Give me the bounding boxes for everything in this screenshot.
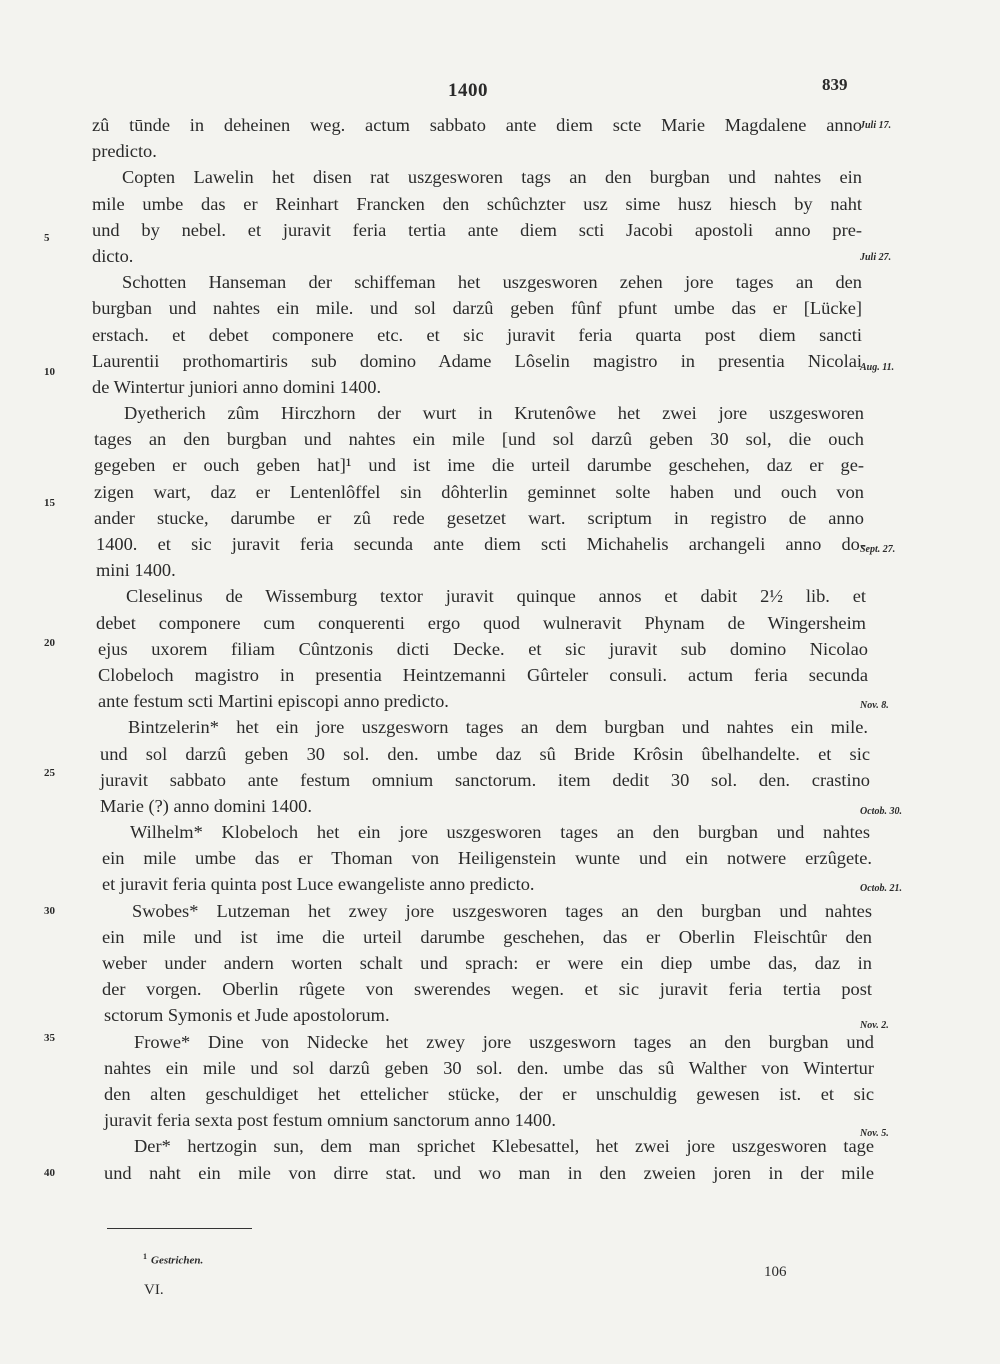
text-line: weber under andern worten schalt und sprach: er were ein diep umbe das, daz in — [102, 953, 872, 973]
margin-note-date: Sept. 27. — [860, 544, 896, 555]
text-line: und sol darzû geben 30 sol. den. umbe daz sû Bride Krôsin ûbelhandelte. et sic — [100, 743, 870, 764]
text-line: ejus uxorem filiam Cûntzonis dicti Decke. et sic juravit sub domino Nicolao — [98, 638, 868, 659]
line-number: 5 — [44, 232, 50, 244]
text-line: zigen wart, daz er Lentenlôffel sin dôhterlin geminnet solte haben und ouch von — [94, 481, 864, 502]
text-line: mini 1400. — [96, 560, 176, 581]
text-line: ein mile und ist ime die urteil darumbe geschehen, das er Oberlin Fleischtûr den — [102, 926, 872, 947]
line-number: 25 — [44, 767, 55, 779]
signature-mark: VI. — [144, 1282, 164, 1298]
text-line: et juravit feria quinta post Luce ewangeliste anno predicto. — [102, 874, 535, 895]
footnote-marker: 1 — [143, 1252, 147, 1261]
text-line: Der* hertzogin sun, dem man sprichet Klebesattel, het zwei jore uszgesworen tage — [134, 1136, 874, 1157]
margin-note-date: Juli 27. — [860, 252, 892, 263]
footnote-text: Gestrichen. — [151, 1254, 204, 1267]
text-line: Bintzelerin* het ein jore uszgesworn tages an dem burgban und nahtes ein mile. — [128, 717, 868, 738]
text-line: predicto. — [92, 141, 157, 162]
text-line: Schotten Hanseman der schiffeman het uszgesworen zehen jore tages an den — [122, 272, 862, 293]
line-number: 15 — [44, 497, 55, 509]
line-number: 10 — [44, 366, 55, 378]
text-line: 1400. et sic juravit feria secunda ante diem scti Michahelis archangeli anno do- — [96, 534, 866, 554]
text-line: Cleselinus de Wissemburg textor juravit quinque annos et dabit 2½ lib. et — [126, 586, 866, 607]
text-line: burgban und nahtes ein mile. und sol darzû geben fûnf pfunt umbe das er [Lücke] — [92, 298, 862, 319]
margin-note-date: Nov. 8. — [860, 700, 889, 711]
text-line: gegeben er ouch geben hat]¹ und ist ime die urteil darumbe geschehen, daz er ge- — [94, 455, 864, 476]
text-line: den alten geschuldiget het ettelicher stücke, der er unschuldig gewesen ist. et sic — [104, 1083, 874, 1104]
margin-note-date: Octob. 30. — [860, 806, 902, 817]
text-line: tages an den burgban und nahtes ein mile [und sol darzû geben 30 sol, die ouch — [94, 429, 864, 450]
line-number: 40 — [44, 1167, 55, 1179]
text-line: ante festum scti Martini episcopi anno predicto. — [98, 691, 449, 712]
text-line: dicto. — [92, 245, 134, 266]
running-header-year: 1400 — [448, 80, 488, 101]
text-line: Marie (?) anno domini 1400. — [100, 795, 312, 816]
text-line: juravit feria sexta post festum omnium sanctorum anno 1400. — [104, 1110, 557, 1131]
text-line: juravit sabbato ante festum omnium sanctorum. item dedit 30 sol. den. crastino — [100, 769, 870, 790]
page-number: 839 — [822, 75, 848, 94]
margin-note-date: Aug. 11. — [860, 362, 895, 373]
text-line: Dyetherich zûm Hirczhorn der wurt in Krutenôwe het zwei jore uszgesworen — [124, 403, 864, 424]
line-number: 30 — [44, 905, 55, 917]
footnote — [143, 1252, 203, 1267]
text-line: ander stucke, darumbe er zû rede gesetzet wart. scriptum in registro de anno — [94, 507, 864, 528]
text-line: Swobes* Lutzeman het zwey jore uszgesworen tages an den burgban und nahtes — [132, 900, 872, 921]
text-line: Clobeloch magistro in presentia Heintzemanni Gûrteler consuli. actum feria secunda — [98, 664, 868, 685]
text-line: ein mile umbe das er Thoman von Heiligenstein wunte und ein notwere erzûgete. — [102, 848, 872, 869]
text-line: de Wintertur juniori anno domini 1400. — [92, 376, 382, 397]
margin-note-date: Juli 17. — [860, 120, 892, 131]
text-line: zû tūnde in deheinen weg. actum sabbato ante diem scte Marie Magdalene anno — [92, 115, 862, 135]
margin-note-date: Nov. 5. — [860, 1128, 889, 1139]
text-line: der vorgen. Oberlin rûgete von swerendes wegen. et sic juravit feria tertia post — [102, 979, 872, 1000]
text-line: und by nebel. et juravit feria tertia ante diem scti Jacobi apostoli anno pre- — [92, 219, 862, 240]
line-number: 35 — [44, 1032, 55, 1044]
text-line: und naht ein mile von dirre stat. und wo man in den zweien joren in der mile — [104, 1162, 874, 1183]
signature-number: 106 — [764, 1264, 787, 1280]
text-line: Wilhelm* Klobeloch het ein jore uszgesworen tages an den burgban und nahtes — [130, 822, 870, 843]
text-line: nahtes ein mile und sol darzû geben 30 sol. den. umbe das sû Walther von Wintertur — [104, 1057, 874, 1078]
text-line: Copten Lawelin het disen rat uszgesworen tags an den burgban und nahtes ein — [122, 167, 862, 188]
text-line: sctorum Symonis et Jude apostolorum. — [104, 1005, 390, 1026]
margin-note-date: Nov. 2. — [860, 1020, 889, 1031]
text-line: Frowe* Dine von Nidecke het zwey jore uszgesworn tages an den burgban und — [134, 1031, 874, 1052]
text-line: erstach. et debet componere etc. et sic juravit feria quarta post diem sancti — [92, 324, 862, 345]
line-number: 20 — [44, 637, 55, 649]
margin-note-date: Octob. 21. — [860, 883, 902, 894]
text-line: Laurentii prothomartiris sub domino Adame Lôselin magistro in presentia Nicolai — [92, 350, 862, 371]
body-text — [92, 112, 874, 1186]
text-line: mile umbe das er Reinhart Francken den schûchzter usz sime husz hiesch by naht — [92, 193, 862, 214]
footnote-rule — [107, 1228, 252, 1229]
text-line: debet componere cum conquerenti ergo quod wulneravit Phynam de Wingersheim — [96, 612, 866, 633]
